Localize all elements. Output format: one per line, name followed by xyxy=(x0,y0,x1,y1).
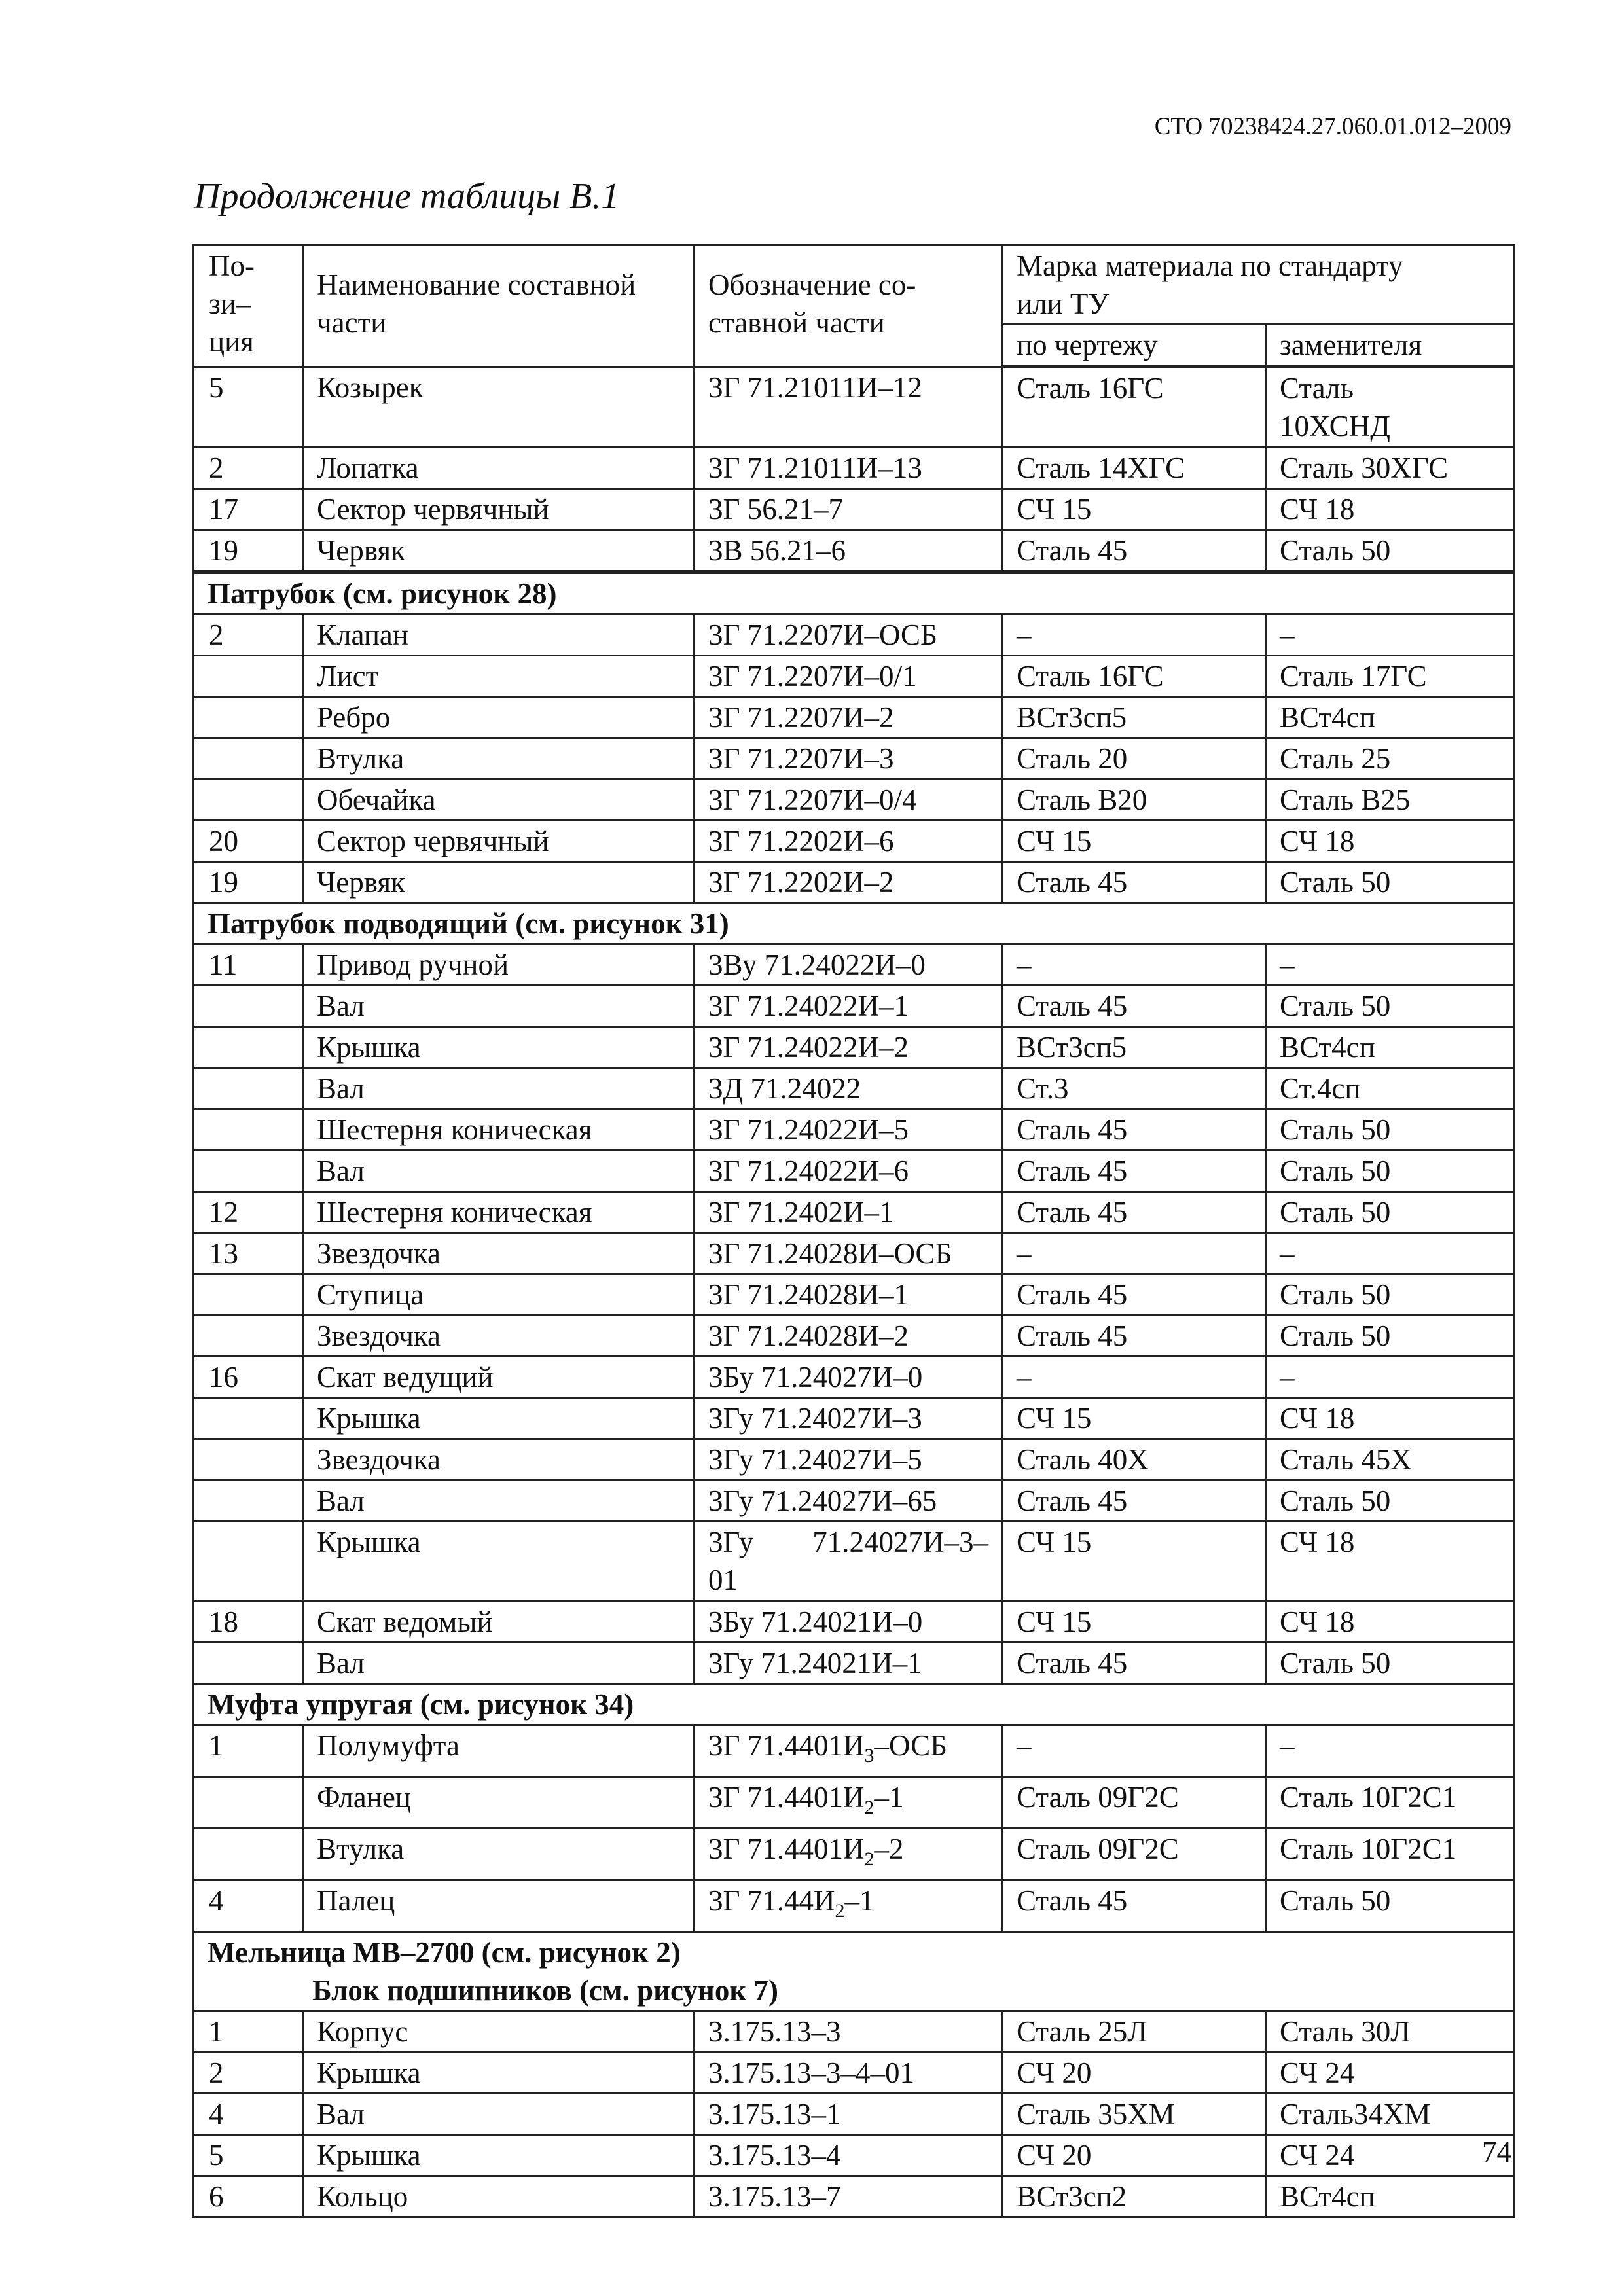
cell-position xyxy=(194,1439,303,1480)
cell-part-code: 3Г 56.21–7 xyxy=(695,489,1003,530)
cell-part-code: 3Г 71.2207И–ОСБ xyxy=(695,615,1003,656)
cell-material-substitute: Сталь 30ХГС xyxy=(1266,448,1515,489)
cell-material-drawing: Сталь 45 xyxy=(1003,1643,1266,1684)
section-row xyxy=(194,572,1515,615)
table-row xyxy=(194,944,1515,986)
cell-position: 19 xyxy=(194,862,303,903)
cell-part-code: 3Гу 71.24027И–65 xyxy=(695,1480,1003,1522)
page-number: 74 xyxy=(1482,2136,1511,2168)
cell-position xyxy=(194,986,303,1027)
cell-part-name: Вал xyxy=(303,986,695,1027)
cell-part-code: 3Г 71.24022И–2 xyxy=(695,1027,1003,1068)
cell-part-code: 3Г 71.2202И–6 xyxy=(695,821,1003,862)
section-title: Патрубок подводящий (см. рисунок 31) xyxy=(208,907,729,940)
cell-position: 12 xyxy=(194,1192,303,1233)
cell-material-drawing: СЧ 15 xyxy=(1003,1522,1266,1602)
cell-part-code: 3Г 71.24028И–ОСБ xyxy=(695,1233,1003,1274)
cell-part-name: Втулка xyxy=(303,1829,695,1880)
cell-material-drawing: Сталь 40Х xyxy=(1003,1439,1266,1480)
cell-material-drawing: Сталь 16ГС xyxy=(1003,656,1266,697)
table-row xyxy=(194,1829,1515,1880)
header-position: По- зи– ция xyxy=(194,245,303,367)
cell-material-drawing: Сталь 45 xyxy=(1003,1880,1266,1932)
cell-part-code: 3Г 71.24022И–1 xyxy=(695,986,1003,1027)
table-continuation-title: Продолжение таблицы В.1 xyxy=(194,176,620,217)
header-part-name: Наименование составной части xyxy=(303,245,695,367)
cell-part-code: 3Г 71.24028И–1 xyxy=(695,1274,1003,1316)
cell-position xyxy=(194,697,303,738)
cell-position: 17 xyxy=(194,489,303,530)
cell-part-code: 3.175.13–4 xyxy=(695,2135,1003,2176)
cell-part-name: Вал xyxy=(303,1480,695,1522)
section-heading xyxy=(194,572,1515,615)
table-row xyxy=(194,1398,1515,1439)
table-row xyxy=(194,1880,1515,1932)
cell-material-substitute: Сталь 10Г2С1 xyxy=(1266,1777,1515,1829)
cell-material-substitute: Сталь 50 xyxy=(1266,1880,1515,1932)
section-title: Патрубок (см. рисунок 28) xyxy=(208,577,557,610)
cell-material-drawing: – xyxy=(1003,615,1266,656)
cell-part-name: Червяк xyxy=(303,862,695,903)
cell-material-substitute: Ст.4сп xyxy=(1266,1068,1515,1109)
table-row xyxy=(194,1109,1515,1151)
table-row xyxy=(194,1602,1515,1643)
table-row xyxy=(194,697,1515,738)
cell-part-name: Крышка xyxy=(303,1398,695,1439)
cell-material-drawing: – xyxy=(1003,1357,1266,1398)
table-row xyxy=(194,2176,1515,2217)
cell-position: 2 xyxy=(194,2053,303,2094)
cell-part-code: 3Г 71.24028И–2 xyxy=(695,1316,1003,1357)
materials-table xyxy=(192,244,1515,2218)
cell-part-name: Ребро xyxy=(303,697,695,738)
cell-part-code: 3Г 71.2207И–2 xyxy=(695,697,1003,738)
cell-part-name: Шестерня коническая xyxy=(303,1192,695,1233)
cell-part-name: Корпус xyxy=(303,2011,695,2053)
table-row xyxy=(194,1233,1515,1274)
cell-position: 1 xyxy=(194,2011,303,2053)
cell-position: 11 xyxy=(194,944,303,986)
table-row xyxy=(194,615,1515,656)
cell-material-substitute: Сталь 17ГС xyxy=(1266,656,1515,697)
cell-material-substitute: СЧ 24 xyxy=(1266,2135,1515,2176)
table-row xyxy=(194,2053,1515,2094)
cell-position xyxy=(194,1027,303,1068)
cell-part-code: 3Г 71.2207И–0/4 xyxy=(695,780,1003,821)
cell-material-substitute: Сталь 10Г2С1 xyxy=(1266,1829,1515,1880)
table-row xyxy=(194,1151,1515,1192)
table-row xyxy=(194,1777,1515,1829)
cell-position: 5 xyxy=(194,2135,303,2176)
cell-material-drawing: – xyxy=(1003,1725,1266,1777)
cell-part-name: Крышка xyxy=(303,2135,695,2176)
cell-position xyxy=(194,780,303,821)
cell-part-code: 3Г 71.2207И–3 xyxy=(695,738,1003,780)
cell-material-substitute: Сталь 50 xyxy=(1266,986,1515,1027)
cell-position xyxy=(194,1829,303,1880)
section-row xyxy=(194,1932,1515,2011)
cell-material-substitute: СЧ 18 xyxy=(1266,489,1515,530)
cell-material-substitute: Сталь 50 xyxy=(1266,1192,1515,1233)
table-row xyxy=(194,1068,1515,1109)
cell-position: 16 xyxy=(194,1357,303,1398)
cell-material-substitute: Сталь 50 xyxy=(1266,1274,1515,1316)
cell-position: 6 xyxy=(194,2176,303,2217)
cell-material-substitute: Сталь 50 xyxy=(1266,1151,1515,1192)
cell-position: 1 xyxy=(194,1725,303,1777)
cell-part-name: Вал xyxy=(303,1068,695,1109)
cell-material-substitute: – xyxy=(1266,615,1515,656)
table-row xyxy=(194,530,1515,573)
cell-material-drawing: – xyxy=(1003,944,1266,986)
cell-position xyxy=(194,1068,303,1109)
cell-material-substitute: Сталь 50 xyxy=(1266,862,1515,903)
cell-part-code: 3Г 71.24022И–6 xyxy=(695,1151,1003,1192)
cell-part-name: Обечайка xyxy=(303,780,695,821)
cell-material-drawing: ВСт3сп5 xyxy=(1003,697,1266,738)
cell-material-substitute: СЧ 18 xyxy=(1266,1522,1515,1602)
cell-part-name: Звездочка xyxy=(303,1439,695,1480)
table-row xyxy=(194,367,1515,448)
cell-material-substitute: Сталь 50 xyxy=(1266,1643,1515,1684)
cell-part-name: Фланец xyxy=(303,1777,695,1829)
cell-position: 13 xyxy=(194,1233,303,1274)
cell-position xyxy=(194,1777,303,1829)
cell-material-drawing: СЧ 20 xyxy=(1003,2135,1266,2176)
table-row xyxy=(194,1522,1515,1602)
cell-material-drawing: СЧ 15 xyxy=(1003,1398,1266,1439)
section-heading xyxy=(194,1932,1515,2011)
cell-material-substitute: Сталь 45Х xyxy=(1266,1439,1515,1480)
cell-part-code: 3.175.13–3–4–01 xyxy=(695,2053,1003,2094)
cell-position xyxy=(194,1398,303,1439)
cell-part-name: Червяк xyxy=(303,530,695,573)
table-row xyxy=(194,1357,1515,1398)
section-heading xyxy=(194,903,1515,944)
section-heading xyxy=(194,1684,1515,1725)
cell-part-name: Лист xyxy=(303,656,695,697)
cell-part-code: 3Г 71.2207И–0/1 xyxy=(695,656,1003,697)
cell-material-drawing: Сталь 14ХГС xyxy=(1003,448,1266,489)
cell-part-code: 3Г 71.21011И–12 xyxy=(695,367,1003,448)
cell-part-code: 3Гу 71.24021И–1 xyxy=(695,1643,1003,1684)
table-row xyxy=(194,821,1515,862)
cell-position: 4 xyxy=(194,1880,303,1932)
cell-part-name: Сектор червячный xyxy=(303,821,695,862)
table-body xyxy=(194,367,1515,2217)
section-row xyxy=(194,903,1515,944)
cell-material-drawing: Сталь 45 xyxy=(1003,986,1266,1027)
cell-material-drawing: СЧ 15 xyxy=(1003,1602,1266,1643)
cell-position xyxy=(194,1522,303,1602)
cell-position xyxy=(194,1643,303,1684)
cell-part-code: 3Г $71.44И_2-1$ xyxy=(695,1880,1003,1932)
cell-material-substitute: Сталь 50 xyxy=(1266,1109,1515,1151)
cell-material-drawing: ВСт3сп2 xyxy=(1003,2176,1266,2217)
cell-material-drawing: Сталь 45 xyxy=(1003,1109,1266,1151)
cell-part-name: Вал xyxy=(303,1151,695,1192)
table-row xyxy=(194,2094,1515,2135)
cell-part-code: 3Бу 71.24021И–0 xyxy=(695,1602,1003,1643)
cell-material-substitute: СЧ 18 xyxy=(1266,1398,1515,1439)
cell-material-substitute: – xyxy=(1266,1357,1515,1398)
cell-material-drawing: Сталь 45 xyxy=(1003,1151,1266,1192)
cell-position xyxy=(194,1109,303,1151)
cell-part-name: Лопатка xyxy=(303,448,695,489)
cell-part-code: 3Ву 71.24022И–0 xyxy=(695,944,1003,986)
cell-part-name: Полумуфта xyxy=(303,1725,695,1777)
cell-material-drawing: Сталь 45 xyxy=(1003,530,1266,573)
cell-part-name: Крышка xyxy=(303,2053,695,2094)
cell-material-drawing: СЧ 15 xyxy=(1003,821,1266,862)
cell-material-drawing: СЧ 15 xyxy=(1003,489,1266,530)
cell-part-name: Клапан xyxy=(303,615,695,656)
cell-position: 19 xyxy=(194,530,303,573)
cell-part-name: Скат ведущий xyxy=(303,1357,695,1398)
cell-part-name: Ступица xyxy=(303,1274,695,1316)
cell-material-substitute: – xyxy=(1266,1233,1515,1274)
table-row xyxy=(194,2011,1515,2053)
header-by-drawing: по чертежу xyxy=(1003,325,1266,367)
cell-part-name: Сектор червячный xyxy=(303,489,695,530)
header-substitute: заменителя xyxy=(1266,325,1515,367)
table-header xyxy=(194,245,1515,367)
table-row xyxy=(194,862,1515,903)
header-material: Марка материала по стандарту или ТУ xyxy=(1003,245,1515,325)
table-row xyxy=(194,1439,1515,1480)
cell-position: 4 xyxy=(194,2094,303,2135)
cell-material-substitute: Сталь 10ХСНД xyxy=(1266,367,1515,448)
table-row xyxy=(194,1480,1515,1522)
section-title: Муфта упругая (см. рисунок 34) xyxy=(208,1688,634,1721)
cell-part-name: Скат ведомый xyxy=(303,1602,695,1643)
cell-material-drawing: Сталь 20 xyxy=(1003,738,1266,780)
cell-material-substitute: СЧ 18 xyxy=(1266,1602,1515,1643)
cell-material-substitute: СЧ 18 xyxy=(1266,821,1515,862)
table-row xyxy=(194,1316,1515,1357)
cell-material-drawing: СЧ 20 xyxy=(1003,2053,1266,2094)
cell-part-code: 3В 56.21–6 xyxy=(695,530,1003,573)
cell-position xyxy=(194,656,303,697)
cell-part-name: Вал xyxy=(303,1643,695,1684)
cell-part-name: Звездочка xyxy=(303,1316,695,1357)
table-row xyxy=(194,1192,1515,1233)
cell-part-name: Звездочка xyxy=(303,1233,695,1274)
subsection-title: Блок подшипников (см. рисунок 7) xyxy=(312,1974,778,2007)
cell-position xyxy=(194,1274,303,1316)
document-code: СТО 70238424.27.060.01.012–2009 xyxy=(1154,113,1511,140)
cell-part-name: Крышка xyxy=(303,1027,695,1068)
cell-material-drawing: Сталь 16ГС xyxy=(1003,367,1266,448)
cell-part-code: 3Гу 71.24027И–5 xyxy=(695,1439,1003,1480)
cell-material-substitute: Сталь 50 xyxy=(1266,1316,1515,1357)
cell-position xyxy=(194,738,303,780)
cell-part-name: Шестерня коническая xyxy=(303,1109,695,1151)
table-row xyxy=(194,986,1515,1027)
cell-part-code: 3.175.13–7 xyxy=(695,2176,1003,2217)
cell-material-drawing: Сталь 35ХМ xyxy=(1003,2094,1266,2135)
cell-position: 5 xyxy=(194,367,303,448)
cell-part-name: Крышка xyxy=(303,1522,695,1602)
cell-part-code: 3Бу 71.24027И–0 xyxy=(695,1357,1003,1398)
cell-part-name: Кольцо xyxy=(303,2176,695,2217)
header-part-code: Обозначение со- ставной части xyxy=(695,245,1003,367)
table-row xyxy=(194,1274,1515,1316)
cell-position xyxy=(194,1316,303,1357)
cell-part-code: 3Гу 71.24027И–3 xyxy=(695,1398,1003,1439)
cell-material-drawing: – xyxy=(1003,1233,1266,1274)
cell-part-code: 3.175.13–3 xyxy=(695,2011,1003,2053)
cell-material-substitute: Сталь 50 xyxy=(1266,530,1515,573)
cell-material-substitute: Сталь34ХМ xyxy=(1266,2094,1515,2135)
cell-material-drawing: Сталь 09Г2С xyxy=(1003,1777,1266,1829)
cell-part-code: 3Г $71.4401И_2-1$ xyxy=(695,1777,1003,1829)
cell-position: 2 xyxy=(194,448,303,489)
cell-material-substitute: Сталь 50 xyxy=(1266,1480,1515,1522)
cell-part-code: 3Гу 71.24027И–3– 01 xyxy=(695,1522,1003,1602)
cell-material-drawing: Сталь 45 xyxy=(1003,862,1266,903)
table-row xyxy=(194,448,1515,489)
cell-position: 20 xyxy=(194,821,303,862)
cell-material-substitute: ВСт4сп xyxy=(1266,2176,1515,2217)
cell-material-drawing: Сталь 45 xyxy=(1003,1192,1266,1233)
cell-material-substitute: – xyxy=(1266,1725,1515,1777)
cell-material-drawing: ВСт3сп5 xyxy=(1003,1027,1266,1068)
cell-material-drawing: Сталь 45 xyxy=(1003,1316,1266,1357)
cell-part-name: Привод ручной xyxy=(303,944,695,986)
table-row xyxy=(194,1027,1515,1068)
cell-material-drawing: Сталь 45 xyxy=(1003,1274,1266,1316)
cell-material-drawing: Сталь 25Л xyxy=(1003,2011,1266,2053)
cell-material-substitute: СЧ 24 xyxy=(1266,2053,1515,2094)
cell-position: 2 xyxy=(194,615,303,656)
cell-material-substitute: Сталь В25 xyxy=(1266,780,1515,821)
cell-part-code: 3Г 71.2202И–2 xyxy=(695,862,1003,903)
cell-part-code: 3Г 71.24022И–5 xyxy=(695,1109,1003,1151)
cell-material-drawing: Сталь 45 xyxy=(1003,1480,1266,1522)
cell-part-name: Втулка xyxy=(303,738,695,780)
cell-material-drawing: Ст.3 xyxy=(1003,1068,1266,1109)
cell-material-substitute: Сталь 30Л xyxy=(1266,2011,1515,2053)
cell-material-drawing: Сталь В20 xyxy=(1003,780,1266,821)
table-row xyxy=(194,489,1515,530)
cell-part-code: 3.175.13–1 xyxy=(695,2094,1003,2135)
cell-material-substitute: Сталь 25 xyxy=(1266,738,1515,780)
cell-material-substitute: – xyxy=(1266,944,1515,986)
table-row xyxy=(194,1725,1515,1777)
table-row xyxy=(194,656,1515,697)
cell-part-code: 3Г $71.4401И_2-2$ xyxy=(695,1829,1003,1880)
cell-material-drawing: Сталь 09Г2С xyxy=(1003,1829,1266,1880)
table-row xyxy=(194,1643,1515,1684)
cell-material-substitute: ВСт4сп xyxy=(1266,1027,1515,1068)
cell-position xyxy=(194,1151,303,1192)
table-row xyxy=(194,780,1515,821)
section-title: Мельница МВ–2700 (см. рисунок 2) xyxy=(208,1936,681,1969)
cell-position xyxy=(194,1480,303,1522)
cell-part-code: 3Г $71.4401И_3$–ОСБ xyxy=(695,1725,1003,1777)
table-row xyxy=(194,738,1515,780)
cell-part-name: Вал xyxy=(303,2094,695,2135)
cell-material-substitute: ВСт4сп xyxy=(1266,697,1515,738)
cell-part-code: 3Д 71.24022 xyxy=(695,1068,1003,1109)
table-row xyxy=(194,2135,1515,2176)
section-row xyxy=(194,1684,1515,1725)
cell-part-name: Козырек xyxy=(303,367,695,448)
cell-part-code: 3Г 71.21011И–13 xyxy=(695,448,1003,489)
cell-part-code: 3Г 71.2402И–1 xyxy=(695,1192,1003,1233)
cell-part-name: Палец xyxy=(303,1880,695,1932)
cell-position: 18 xyxy=(194,1602,303,1643)
